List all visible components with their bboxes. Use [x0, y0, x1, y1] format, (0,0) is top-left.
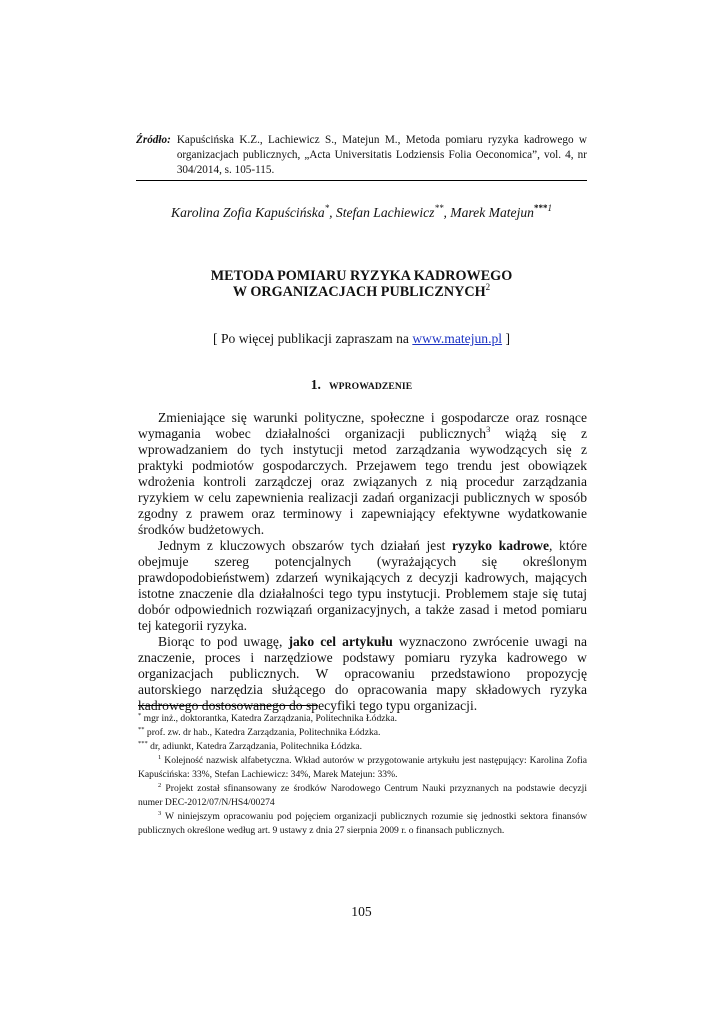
footnote-2	[138, 782, 587, 810]
footnote-3	[138, 810, 587, 838]
source-text: Kapuścińska K.Z., Lachiewicz S., Matejun M., Metoda pomiaru ryzyka kadrowego w organizacjach publicznych, „Acta Universitatis Lodziensis Folia Oeconomica”, vol. 4, nr 304/2014, s. 105-115.	[176, 134, 587, 177]
footnote-mark: *	[138, 712, 142, 719]
author-1-mark: *	[324, 203, 330, 213]
author-1: Karolina Zofia Kapuścińska	[171, 205, 325, 220]
author-3: Marek Matejun	[450, 205, 534, 220]
footnote-text: dr, adiunkt, Katedra Zarządzania, Politechnika Łódzka.	[147, 741, 363, 752]
section-heading	[136, 376, 587, 396]
paragraph-3	[138, 634, 587, 714]
paragraph-1-text-b: wiążą się z wprowadzaniem do tych instytucji metod zarządzania wywodzących się z praktyki podmiotów gospodarczych. Przejawem tego trendu jest obowiązek wdrożenia kontroli zarządczej oraz związanych z nią procedur zarządzania ryzykiem w celu zapewnienia realizacji zadań organizacji publicznych w sposób zgodny z prawem oraz terminowy i zapewniający efektywne wydatkowanie środków budżetowych.	[138, 426, 587, 537]
title-line-1: METODA POMIARU RYZYKA KADROWEGO	[210, 268, 513, 284]
source-label: Źródło:	[136, 134, 171, 146]
promo-text-before: [ Po więcej publikacji zapraszam na	[213, 331, 413, 346]
footnote-text: W niniejszym opracowaniu pod pojęciem organizacji publicznych rozumie się jednostki sektora finansów publicznych określone według art. 9 ustawy z dnia 27 sierpnia 2009 r. o finansach publicznych.	[138, 811, 587, 836]
author-separator: ,	[443, 205, 451, 220]
source-citation	[136, 133, 587, 179]
footnote-author-1	[138, 712, 587, 726]
footnotes	[138, 712, 587, 838]
footnote-mark: 2	[158, 782, 162, 789]
footnote-text: prof. zw. dr hab., Katedra Zarządzania, Politechnika Łódzka.	[144, 727, 381, 738]
footnote-mark: 3	[158, 810, 162, 817]
paragraph-1-text-a: Zmieniające się warunki polityczne, społeczne i gospodarcze oraz rosnące wymagania wobec działalności organizacji publicznych	[138, 410, 587, 441]
title-line-2: W ORGANIZACJACH PUBLICZNYCH	[232, 284, 486, 300]
paragraph-2-emphasis: ryzyko kadrowe	[452, 538, 550, 553]
author-2-mark: **	[434, 203, 444, 213]
header-divider	[136, 180, 587, 181]
footnote-author-2	[138, 726, 587, 740]
paragraph-3-text-a: Biorąc to pod uwagę,	[158, 634, 289, 649]
title-footnote-ref: 2	[485, 282, 491, 292]
author-separator: ,	[329, 205, 336, 220]
paragraph-1	[138, 410, 587, 538]
promo-line	[136, 330, 587, 348]
footnote-1	[138, 754, 587, 782]
footnote-text: Projekt został sfinansowany ze środków Narodowego Centrum Nauki przyznanych na podstawie decyzji numer DEC-2012/07/N/HS4/00274	[138, 783, 587, 808]
page-number: 105	[351, 904, 372, 919]
footnote-text: mgr inż., doktorantka, Katedra Zarządzania, Politechnika Łódzka.	[141, 713, 397, 724]
footnote-author-3	[138, 740, 587, 754]
footnote-mark: 1	[158, 754, 162, 761]
footnote-divider	[138, 705, 318, 706]
promo-link[interactable]: www.matejun.pl	[412, 331, 503, 346]
author-line	[136, 204, 587, 222]
footnote-mark: **	[138, 726, 145, 733]
author-3-footnote-ref: 1	[547, 203, 552, 213]
paper-title	[136, 268, 587, 300]
paragraph-2	[138, 538, 587, 634]
paragraph-3-text-b: wyznaczono zwrócenie uwagi na znaczenie, proces i narzędziowe podstawy pomiaru ryzyka kadrowego w organizacjach publicznych. W opracowaniu przedstawiono propozycję autorskiego narzędzia służącego do opracowania mapy składowych ryzyka kadrowego dostosowanego do specyfiki tego typu organizacji.	[138, 634, 587, 713]
paragraph-2-text-a: Jednym z kluczowych obszarów tych działań jest	[158, 538, 453, 553]
paragraph-3-emphasis: jako cel artykułu	[288, 634, 393, 649]
promo-text-after: ]	[502, 331, 510, 346]
author-2: Stefan Lachiewicz	[335, 205, 435, 220]
body-text	[138, 410, 587, 714]
section-name: WPROWADZENIE	[328, 381, 413, 392]
footnote-ref-3: 3	[486, 424, 491, 434]
footnote-mark: ***	[138, 740, 148, 747]
footnote-text: Kolejność nazwisk alfabetyczna. Wkład autorów w przygotowanie artykułu jest następujący: Karolina Zofia Kapuścińska: 33%, Stefan Lachiewicz: 34%, Marek Matejun: 33%.	[138, 755, 587, 780]
section-number: 1.	[310, 377, 321, 392]
author-3-mark: ***	[533, 203, 548, 213]
paragraph-2-text-b: , które obejmuje szereg potencjalnych (wyrażających się określonym prawdopodobieństwem) zdarzeń wynikających z decyzji kadrowych, mających istotne znaczenie dla działalności tego typu instytucji. Problemem staje się tutaj dobór odpowiednich rozwiązań organizacyjnych, a także zasad i metod pomiaru tej kategorii ryzyka.	[138, 538, 587, 633]
